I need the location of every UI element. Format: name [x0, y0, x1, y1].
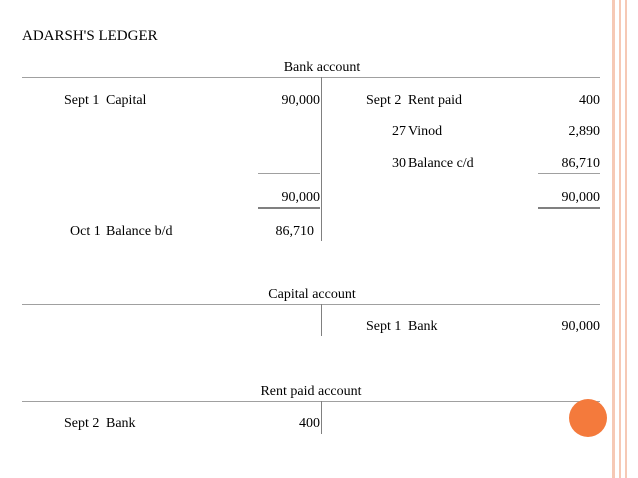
- rent-debit-particular: Bank: [106, 416, 136, 431]
- bank-credit-subtotal-rule: [538, 173, 600, 174]
- bank-credit-date-3: 30: [392, 156, 406, 171]
- capital-account-top-rule: [22, 304, 600, 305]
- bank-account-heading: Bank account: [283, 60, 361, 75]
- bank-debit-date: Sept 1: [64, 93, 100, 108]
- ledger-title: ADARSH'S LEDGER: [22, 28, 158, 44]
- bank-debit-particular: Capital: [106, 93, 147, 108]
- decor-circle: [569, 399, 607, 437]
- bank-credit-particular-3: Balance c/d: [408, 156, 474, 171]
- decor-bar-3: [625, 0, 627, 478]
- capital-account-center-rule: [321, 304, 322, 336]
- rent-debit-amount: 400: [299, 416, 320, 431]
- bank-balance-bd-particular: Balance b/d: [106, 224, 173, 239]
- bank-credit-particular-1: Rent paid: [408, 93, 463, 108]
- capital-credit-amount: 90,000: [561, 319, 600, 334]
- bank-credit-amount-3: 86,710: [561, 156, 600, 171]
- bank-credit-amount-2: 2,890: [568, 124, 600, 139]
- bank-debit-total-underline: [258, 207, 320, 209]
- rent-account-heading: Rent paid account: [260, 384, 362, 399]
- capital-credit-date: Sept 1: [366, 319, 402, 334]
- decor-bar-1: [612, 0, 615, 478]
- capital-account-heading: Capital account: [268, 287, 356, 302]
- bank-credit-date-1: Sept 2: [366, 93, 402, 108]
- bank-debit-total: 90,000: [281, 190, 320, 205]
- rent-debit-date: Sept 2: [64, 416, 100, 431]
- bank-credit-particular-2: Vinod: [408, 124, 443, 139]
- rent-account-top-rule: [22, 401, 600, 402]
- decor-bar-2: [619, 0, 621, 478]
- bank-credit-total: 90,000: [561, 190, 600, 205]
- bank-debit-subtotal-rule: [258, 173, 320, 174]
- bank-balance-bd-date: Oct 1: [70, 224, 101, 239]
- bank-balance-bd-amount: 86,710: [275, 224, 314, 239]
- bank-account-center-rule: [321, 77, 322, 241]
- bank-debit-amount: 90,000: [281, 93, 320, 108]
- bank-account-top-rule: [22, 77, 600, 78]
- rent-account-center-rule: [321, 401, 322, 434]
- bank-credit-date-2: 27: [392, 124, 406, 139]
- bank-credit-total-underline: [538, 207, 600, 209]
- bank-credit-amount-1: 400: [579, 93, 600, 108]
- capital-credit-particular: Bank: [408, 319, 438, 334]
